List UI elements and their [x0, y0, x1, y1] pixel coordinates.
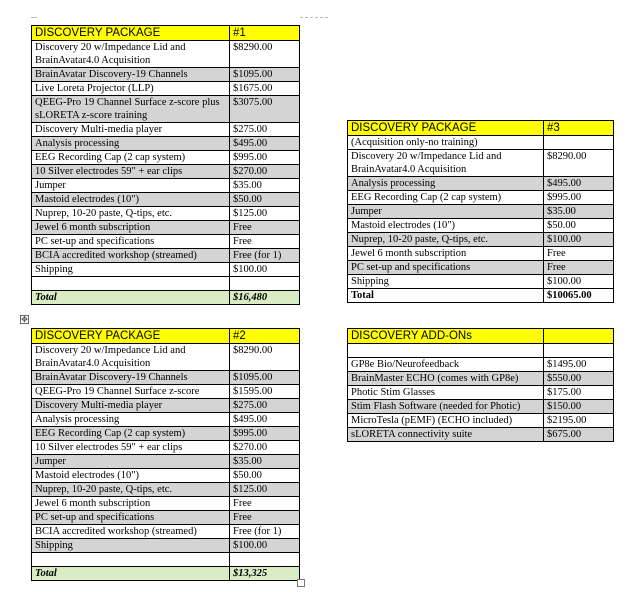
package-number[interactable]: #2 [230, 329, 300, 344]
item-cell[interactable]: sLORETA connectivity suite [348, 428, 544, 442]
addons-table [347, 328, 614, 442]
price-cell[interactable]: $50.00 [230, 469, 300, 483]
item-cell[interactable]: Nuprep, 10-20 paste, Q-tips, etc. [32, 207, 230, 221]
price-cell[interactable]: Free [230, 221, 300, 235]
price-cell[interactable]: $8290.00 [230, 344, 300, 371]
item-cell[interactable]: BCIA accredited workshop (streamed) [32, 525, 230, 539]
table-row [348, 136, 614, 150]
item-cell[interactable]: Stim Flash Software (needed for Photic) [348, 400, 544, 414]
item-cell[interactable]: EEG Recording Cap (2 cap system) [348, 191, 544, 205]
item-cell[interactable]: Discovery 20 w/Impedance Lid and BrainAvatar4.0 Acquisition [348, 150, 544, 177]
table-row [32, 525, 300, 539]
item-cell[interactable]: Analysis processing [348, 177, 544, 191]
price-cell[interactable]: Free [544, 247, 614, 261]
table-row [32, 82, 300, 96]
price-cell[interactable]: $35.00 [230, 455, 300, 469]
item-cell[interactable]: Jumper [32, 455, 230, 469]
table-move-handle-icon[interactable]: ✥ [21, 315, 28, 324]
price-cell[interactable]: $550.00 [544, 372, 614, 386]
table-row [32, 179, 300, 193]
table-row [32, 151, 300, 165]
table-row [348, 205, 614, 219]
item-cell[interactable]: Jewel 6 month subscription [32, 497, 230, 511]
table-row [32, 193, 300, 207]
item-cell[interactable]: BrainAvatar Discovery-19 Channels [32, 68, 230, 82]
table-row [32, 483, 300, 497]
table-row [348, 219, 614, 233]
item-cell[interactable]: Shipping [32, 539, 230, 553]
price-cell[interactable]: $175.00 [544, 386, 614, 400]
total-label[interactable]: Total [32, 291, 230, 305]
table-header-row [348, 329, 614, 344]
price-cell[interactable]: $270.00 [230, 441, 300, 455]
price-cell[interactable]: $3075.00 [230, 96, 300, 123]
table-row [348, 428, 614, 442]
table-row [32, 497, 300, 511]
package-title[interactable]: DISCOVERY PACKAGE [32, 329, 230, 344]
item-cell[interactable]: Live Loreta Projector (LLP) [32, 82, 230, 96]
price-cell[interactable]: $125.00 [230, 483, 300, 497]
item-cell[interactable]: QEEG-Pro 19 Channel Surface z-score plus sLORETA z-score training [32, 96, 230, 123]
item-cell[interactable]: BrainAvatar Discovery-19 Channels [32, 371, 230, 385]
item-cell[interactable]: PC set-up and specifications [32, 235, 230, 249]
item-cell[interactable]: EEG Recording Cap (2 cap system) [32, 427, 230, 441]
page-margin-guide-right [300, 17, 328, 18]
price-cell[interactable]: $50.00 [544, 219, 614, 233]
item-cell[interactable]: Nuprep, 10-20 paste, Q-tips, etc. [32, 483, 230, 497]
table-row [348, 233, 614, 247]
table-row [32, 221, 300, 235]
table-row [348, 150, 614, 177]
table-row [32, 553, 300, 567]
price-cell[interactable]: $275.00 [230, 123, 300, 137]
item-cell[interactable]: Discovery Multi-media player [32, 399, 230, 413]
table-row [32, 207, 300, 221]
item-cell[interactable]: Discovery 20 w/Impedance Lid and BrainAvatar4.0 Acquisition [32, 344, 230, 371]
item-cell[interactable] [348, 344, 544, 358]
item-cell[interactable]: Discovery 20 w/Impedance Lid and BrainAvatar4.0 Acquisition [32, 41, 230, 68]
price-cell[interactable]: $35.00 [230, 179, 300, 193]
price-cell[interactable] [544, 344, 614, 358]
price-cell[interactable]: $1095.00 [230, 68, 300, 82]
table-row [32, 263, 300, 277]
price-cell[interactable]: $100.00 [544, 233, 614, 247]
price-cell[interactable]: $495.00 [230, 413, 300, 427]
table-row [348, 400, 614, 414]
table-row [32, 165, 300, 179]
table-row [348, 275, 614, 289]
table-row [32, 235, 300, 249]
price-cell[interactable]: $995.00 [544, 191, 614, 205]
price-cell[interactable]: Free (for 1) [230, 249, 300, 263]
price-cell[interactable]: $675.00 [544, 428, 614, 442]
price-cell[interactable]: $100.00 [230, 539, 300, 553]
package-title[interactable]: DISCOVERY PACKAGE [32, 26, 230, 41]
table-row [348, 247, 614, 261]
item-cell[interactable]: BrainMaster ECHO (comes with GP8e) [348, 372, 544, 386]
item-cell[interactable]: Jewel 6 month subscription [32, 221, 230, 235]
item-cell[interactable]: Mastoid electrodes (10") [348, 219, 544, 233]
package-1-table [31, 25, 300, 305]
item-cell[interactable]: Analysis processing [32, 413, 230, 427]
item-cell[interactable]: Jumper [32, 179, 230, 193]
table-row [348, 358, 614, 372]
table-row [348, 177, 614, 191]
price-cell[interactable]: $1595.00 [230, 385, 300, 399]
table-row [348, 191, 614, 205]
item-cell[interactable]: Mastoid electrodes (10") [32, 469, 230, 483]
total-value[interactable]: $16,480 [230, 291, 300, 305]
price-cell[interactable]: $275.00 [230, 399, 300, 413]
item-cell[interactable]: QEEG-Pro 19 Channel Surface z-score [32, 385, 230, 399]
table-row [32, 455, 300, 469]
table-header-row [32, 329, 300, 344]
table-row [32, 385, 300, 399]
price-cell[interactable] [544, 136, 614, 150]
price-cell[interactable]: $50.00 [230, 193, 300, 207]
item-cell[interactable]: 10 Silver electrodes 59" + ear clips [32, 441, 230, 455]
item-cell[interactable]: Jumper [348, 205, 544, 219]
table-row [32, 123, 300, 137]
item-cell[interactable]: Shipping [348, 275, 544, 289]
item-cell[interactable]: Photic Stim Glasses [348, 386, 544, 400]
table-row [32, 511, 300, 525]
price-cell[interactable] [230, 553, 300, 567]
table-resize-handle-icon[interactable] [297, 579, 305, 587]
table-row [32, 41, 300, 68]
item-cell[interactable]: PC set-up and specifications [32, 511, 230, 525]
table-row [32, 68, 300, 82]
item-cell[interactable]: EEG Recording Cap (2 cap system) [32, 151, 230, 165]
price-cell[interactable]: $495.00 [230, 137, 300, 151]
table-header-row [32, 26, 300, 41]
package-3-table [347, 120, 614, 303]
item-cell[interactable]: Shipping [32, 263, 230, 277]
table-header-row [348, 121, 614, 136]
price-cell[interactable]: $995.00 [230, 427, 300, 441]
table-row [32, 539, 300, 553]
item-cell[interactable]: MicroTesla (pEMF) (ECHO included) [348, 414, 544, 428]
price-cell[interactable]: $495.00 [544, 177, 614, 191]
price-cell[interactable]: $100.00 [544, 275, 614, 289]
package-number[interactable]: #1 [230, 26, 300, 41]
price-cell[interactable]: $270.00 [230, 165, 300, 179]
item-cell[interactable]: Nuprep, 10-20 paste, Q-tips, etc. [348, 233, 544, 247]
table-row [32, 399, 300, 413]
price-cell[interactable]: Free [230, 235, 300, 249]
price-cell[interactable]: $125.00 [230, 207, 300, 221]
package-title[interactable]: DISCOVERY PACKAGE [348, 121, 544, 136]
price-cell[interactable]: Free (for 1) [230, 525, 300, 539]
item-cell[interactable]: 10 Silver electrodes 59" + ear clips [32, 165, 230, 179]
table-row [348, 261, 614, 275]
item-cell[interactable]: GP8e Bio/Neurofeedback [348, 358, 544, 372]
total-label[interactable]: Total [348, 289, 544, 303]
price-cell[interactable]: $8290.00 [544, 150, 614, 177]
table-row [348, 414, 614, 428]
item-cell[interactable]: Jewel 6 month subscription [348, 247, 544, 261]
total-row [32, 291, 300, 305]
price-cell[interactable]: $1095.00 [230, 371, 300, 385]
total-row [32, 567, 300, 581]
table-row [32, 371, 300, 385]
table-row [32, 96, 300, 123]
table-row [32, 469, 300, 483]
price-cell[interactable]: $2195.00 [544, 414, 614, 428]
table-row [32, 441, 300, 455]
table-row [32, 413, 300, 427]
item-cell[interactable]: Analysis processing [32, 137, 230, 151]
package-2-table [31, 328, 300, 581]
table-row [32, 137, 300, 151]
price-cell[interactable]: $995.00 [230, 151, 300, 165]
total-value[interactable]: $13,325 [230, 567, 300, 581]
price-cell[interactable]: $1495.00 [544, 358, 614, 372]
item-cell[interactable]: Discovery Multi-media player [32, 123, 230, 137]
table-row [348, 372, 614, 386]
package-number[interactable]: #3 [544, 121, 614, 136]
item-cell[interactable]: Mastoid electrodes (10") [32, 193, 230, 207]
addons-header-blank[interactable] [544, 329, 614, 344]
table-row [348, 344, 614, 358]
total-value[interactable]: $10065.00 [544, 289, 614, 303]
item-cell[interactable]: (Acquisition only-no training) [348, 136, 544, 150]
addons-title[interactable]: DISCOVERY ADD-ONs [348, 329, 544, 344]
price-cell[interactable] [230, 277, 300, 291]
price-cell[interactable]: $35.00 [544, 205, 614, 219]
table-row [32, 344, 300, 371]
table-row [32, 427, 300, 441]
table-row [32, 249, 300, 263]
price-cell[interactable]: $8290.00 [230, 41, 300, 68]
item-cell[interactable] [32, 553, 230, 567]
price-cell[interactable]: $150.00 [544, 400, 614, 414]
price-cell[interactable]: Free [230, 511, 300, 525]
table-row [32, 277, 300, 291]
total-label[interactable]: Total [32, 567, 230, 581]
price-cell[interactable]: Free [230, 497, 300, 511]
total-row [348, 289, 614, 303]
price-cell[interactable]: $1675.00 [230, 82, 300, 96]
item-cell[interactable]: PC set-up and specifications [348, 261, 544, 275]
page-margin-guide-left [31, 17, 37, 18]
item-cell[interactable]: BCIA accredited workshop (streamed) [32, 249, 230, 263]
price-cell[interactable]: $100.00 [230, 263, 300, 277]
price-cell[interactable]: Free [544, 261, 614, 275]
item-cell[interactable] [32, 277, 230, 291]
table-row [348, 386, 614, 400]
